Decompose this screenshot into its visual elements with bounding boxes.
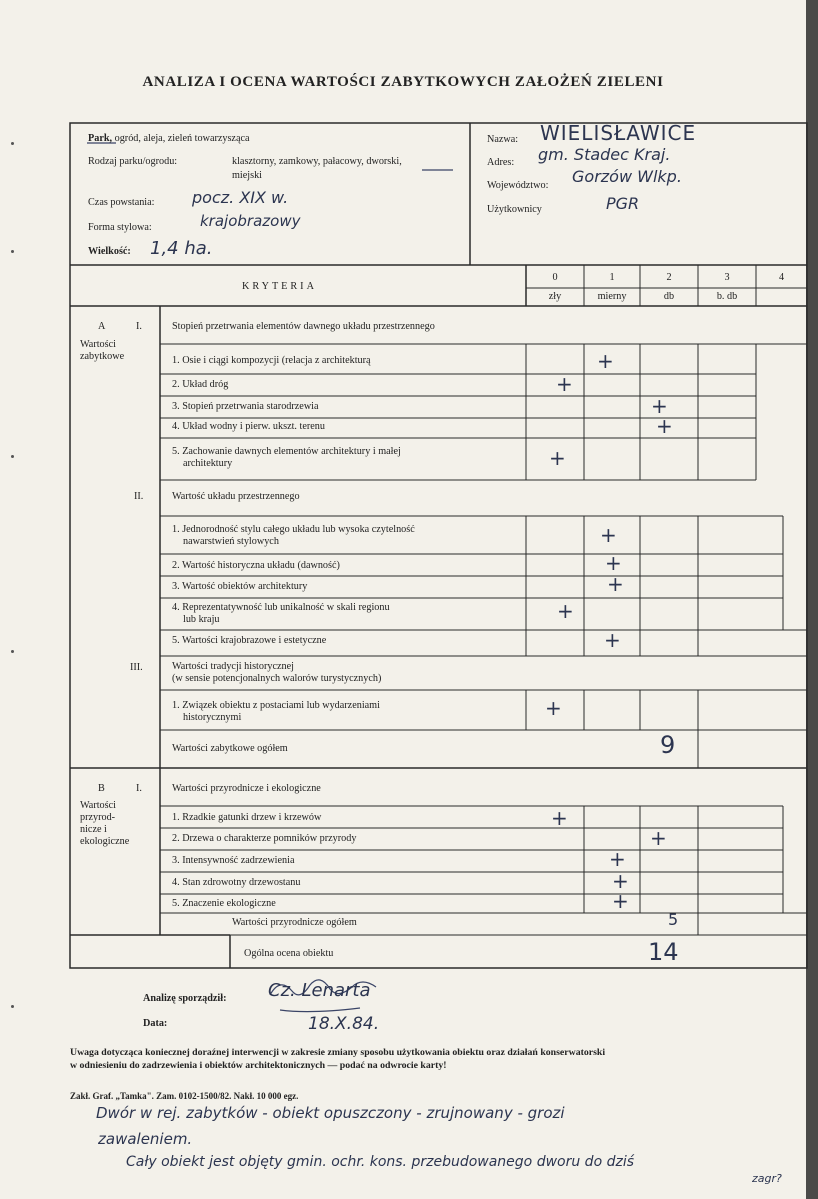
score-1-word: mierny [597, 291, 627, 302]
criterion-row-label: 1. Jednorodność stylu całego układu lub wysoka czytelność [172, 524, 415, 535]
criterion-row-label: 3. Stopień przetrwania starodrzewia [172, 401, 319, 412]
score-mark: + [651, 394, 668, 418]
era-value: pocz. XIX w. [192, 188, 289, 207]
name-label: Nazwa: [487, 134, 519, 145]
score-3-num: 3 [724, 272, 730, 283]
score-mark: + [612, 889, 629, 913]
section-b-roman: I. [136, 783, 142, 794]
analysis-label: Analizę sporządził: [143, 993, 227, 1004]
address-value: gm. Stadec Kraj. [538, 145, 671, 164]
score-mark: + [604, 628, 621, 652]
criterion-row-label: 5. Zachowanie dawnych elementów architektury i małej [172, 446, 401, 457]
section-b-total-label: Wartości przyrodnicze ogółem [232, 917, 357, 928]
criterion-row-label: 1. Osie i ciągi kompozycji (relacja z architekturą [172, 355, 371, 366]
form-title: ANALIZA I OCENA WARTOŚCI ZABYTKOWYCH ZAŁOŻEŃ ZIELENI [142, 74, 664, 90]
score-0-num: 0 [552, 272, 558, 283]
criterion-row-label: 2. Drzewa o charakterze pomników przyrody [172, 833, 357, 844]
signature: Cz. Lenarta [268, 980, 371, 1001]
address-label: Adres: [487, 157, 515, 168]
overall-label: Ogólna ocena obiektu [244, 948, 334, 959]
criterion-row-label: 4. Reprezentatywność lub unikalność w skali regionu [172, 602, 390, 613]
handwritten-note-1: Dwór w rej. zabytków - obiekt opuszczony - zrujnowany - grozi [96, 1104, 565, 1122]
group-3-subtitle: (w sensie potencjonalnych walorów turystycznych) [172, 673, 382, 684]
size-value: 1,4 ha. [150, 238, 213, 259]
score-mark: + [557, 599, 574, 623]
section-a-roman-3: III. [130, 662, 143, 673]
users-label: Użytkownicy [487, 204, 542, 215]
users-value: PGR [606, 194, 640, 213]
criterion-row-label: 2. Wartość historyczna układu (dawność) [172, 560, 340, 571]
score-mark: + [549, 446, 566, 470]
score-4-num: 4 [778, 272, 785, 283]
criterion-row-label-cont: nawarstwień stylowych [183, 536, 279, 547]
section-b-name-1: Wartości [80, 800, 116, 811]
section-b-total-value: 5 [668, 910, 679, 929]
group-1-title: Stopień przetrwania elementów dawnego układu przestrzennego [172, 321, 435, 332]
era-label: Czas powstania: [88, 197, 155, 208]
criterion-row-label: 5. Znaczenie ekologiczne [172, 898, 276, 909]
kind-selected: dworski, [366, 156, 402, 167]
section-b-name-2: przyrod- [80, 812, 116, 823]
score-mark: + [656, 414, 673, 438]
score-3-word: b. db [716, 291, 738, 302]
date-value: 18.X.84. [308, 1014, 380, 1034]
kind-options: klasztorny, zamkowy, pałacowy, dworski, [232, 156, 402, 167]
section-b-name-4: ekologiczne [80, 836, 130, 847]
score-mark: + [650, 826, 667, 850]
score-mark: + [600, 523, 617, 547]
score-mark: + [609, 847, 626, 871]
size-label: Wielkość: [88, 246, 131, 257]
criterion-row-label-cont: lub kraju [183, 614, 220, 625]
score-0-word: zły [548, 291, 562, 302]
score-mark: + [551, 806, 568, 830]
criterion-row-label: 2. Układ dróg [172, 379, 229, 390]
section-a-roman-2: II. [134, 491, 144, 502]
criteria-label: KRYTERIA [242, 281, 317, 292]
park-type-line: Park, ogród, aleja, zieleń towarzysząca [88, 133, 250, 144]
kind-options-2: miejski [232, 170, 262, 181]
criterion-row-label: 4. Układ wodny i pierw. ukszt. terenu [172, 421, 325, 432]
handwritten-note-2: zawaleniem. [98, 1130, 193, 1148]
print-info: Zakł. Graf. „Tamka". Zam. 0102-1500/82. Nakł. 10 000 egz. [70, 1091, 299, 1101]
score-mark: + [612, 869, 629, 893]
section-b-group-title: Wartości przyrodnicze i ekologiczne [172, 783, 321, 794]
date-label: Data: [143, 1018, 168, 1029]
section-a-total-label: Wartości zabytkowe ogółem [172, 743, 288, 754]
section-a-roman-1: I. [136, 321, 142, 332]
criterion-row-label: 1. Związek obiektu z postaciami lub wydarzeniami [172, 700, 380, 711]
voivodeship-label: Województwo: [487, 180, 549, 191]
criterion-row-label-cont: architektury [183, 458, 233, 469]
note-line-2: w odniesieniu do zadrzewienia i obiektów architektonicznych — podać na odwrocie karty! [70, 1060, 447, 1071]
criterion-row-label: 3. Intensywność zadrzewienia [172, 855, 295, 866]
section-a-total-value: 9 [660, 731, 676, 759]
overall-value: 14 [648, 938, 679, 966]
handwritten-note-3-end: zagr? [752, 1172, 782, 1185]
group-2-title: Wartość układu przestrzennego [172, 491, 300, 502]
section-a-name-2: zabytkowe [80, 351, 125, 362]
section-a-name-1: Wartości [80, 339, 116, 350]
criterion-row-label: 5. Wartości krajobrazowe i estetyczne [172, 635, 327, 646]
section-b-name-3: nicze i [80, 824, 107, 835]
score-mark: + [545, 696, 562, 720]
criterion-row-label-cont: historycznymi [183, 712, 242, 723]
group-3-title: Wartości tradycji historycznej [172, 661, 294, 672]
style-value: krajobrazowy [200, 212, 301, 230]
score-1-num: 1 [609, 272, 615, 283]
score-mark: + [605, 551, 622, 575]
handwritten-note-3: Cały obiekt jest objęty gmin. ochr. kons. przebudowanego dworu do dziś [126, 1154, 634, 1170]
section-b-code: B [98, 783, 105, 794]
criterion-row-label: 3. Wartość obiektów architektury [172, 581, 308, 592]
score-mark: + [597, 349, 614, 373]
name-value: WIELISŁAWICE [540, 121, 697, 145]
note-line-1: Uwaga dotycząca koniecznej doraźnej interwencji w zakresie zmiany sposobu użytkowania obiektu oraz działań konserwatorski [70, 1047, 606, 1058]
style-label: Forma stylowa: [88, 222, 152, 233]
score-2-word: db [663, 291, 675, 302]
score-2-num: 2 [666, 272, 672, 283]
voivodeship-value: Gorzów Wlkp. [572, 167, 682, 186]
score-mark: + [556, 372, 573, 396]
score-mark: + [607, 572, 624, 596]
section-a-code: A [98, 321, 106, 332]
kind-label: Rodzaj parku/ogrodu: [88, 156, 178, 167]
criterion-row-label: 1. Rzadkie gatunki drzew i krzewów [172, 812, 322, 823]
criterion-row-label: 4. Stan zdrowotny drzewostanu [172, 877, 301, 888]
